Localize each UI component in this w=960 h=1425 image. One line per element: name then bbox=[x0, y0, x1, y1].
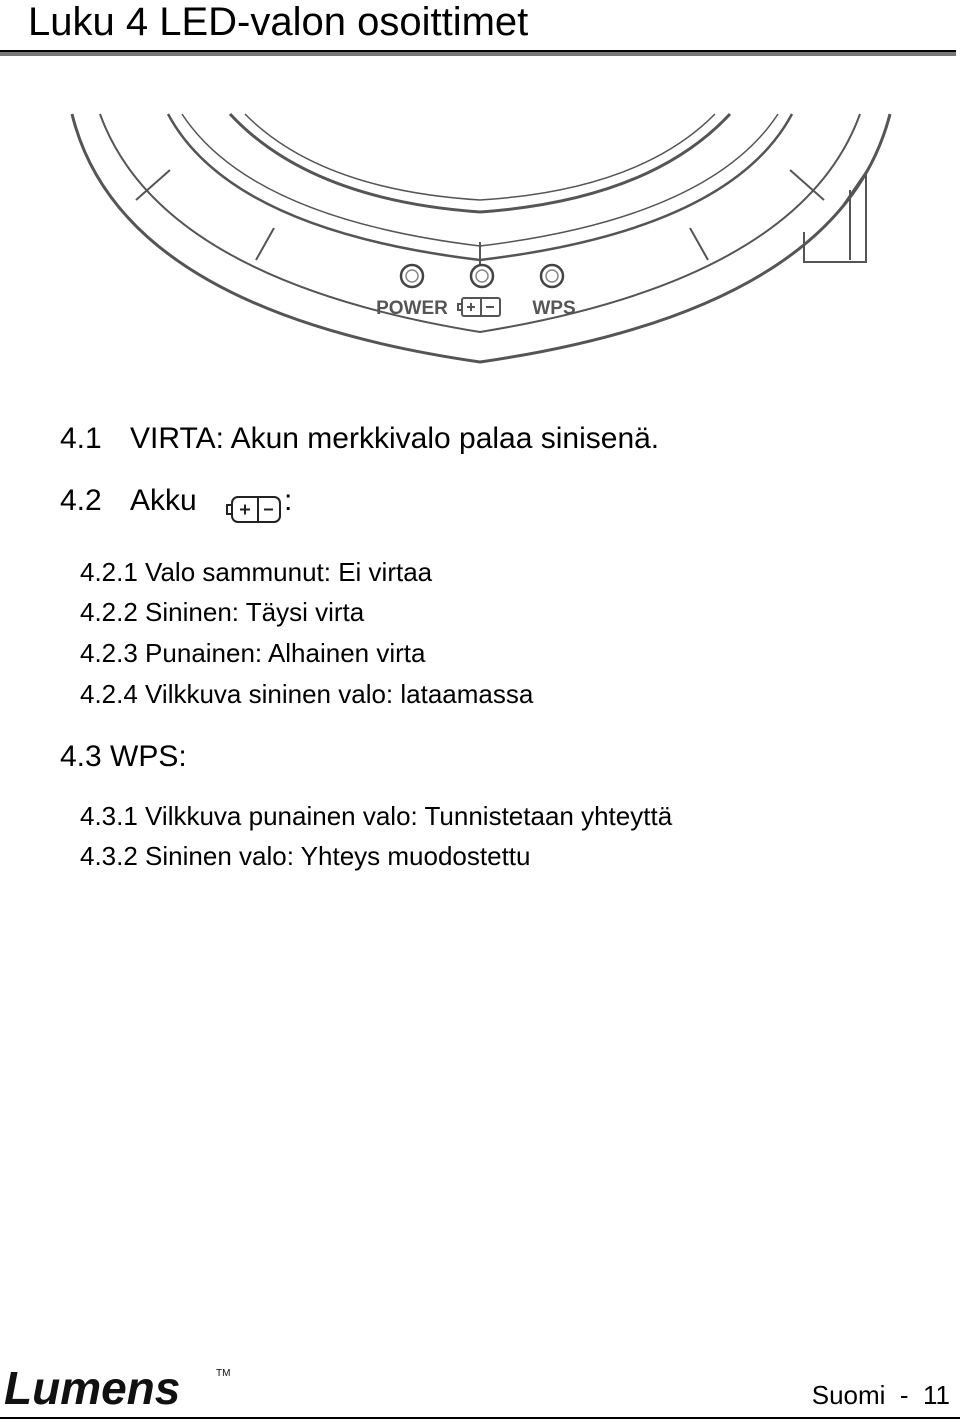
page-number: Suomi - 11 bbox=[811, 1380, 950, 1410]
section-4-2 bbox=[60, 484, 197, 518]
led-indicator-icon bbox=[401, 265, 563, 287]
page-title: Luku 4 LED-valon osoittimet bbox=[28, 0, 529, 44]
battery-icon bbox=[226, 494, 284, 526]
section-suffix: : bbox=[284, 484, 293, 517]
section-4-1 bbox=[60, 422, 659, 456]
list-item: 4.2.4 Vilkkuva sininen valo: lataamassa bbox=[80, 679, 534, 709]
list-item: 4.2.3 Punainen: Alhainen virta bbox=[80, 638, 426, 668]
power-led-label: POWER bbox=[376, 298, 448, 319]
list-item: 4.3.2 Sininen valo: Yhteys muodostettu bbox=[80, 841, 531, 871]
section-text: Akku bbox=[130, 484, 197, 517]
section-4-3-title: 4.3 WPS: bbox=[60, 740, 187, 773]
list-item: 4.3.1 Vilkkuva punainen valo: Tunnistetaan yhteyttä bbox=[80, 801, 673, 831]
lumens-logo bbox=[4, 1360, 244, 1412]
battery-icon bbox=[458, 298, 500, 316]
section-text: VIRTA: Akun merkkivalo palaa sinisenä. bbox=[130, 422, 660, 455]
brand-text: Lumens bbox=[4, 1362, 181, 1412]
title-divider bbox=[0, 50, 956, 56]
list-item: 4.2.1 Valo sammunut: Ei virtaa bbox=[80, 557, 433, 587]
section-number: 4.1 bbox=[60, 422, 102, 455]
section-number: 4.2 bbox=[60, 484, 102, 517]
device-led-figure bbox=[60, 110, 900, 370]
wps-led-label: WPS bbox=[532, 298, 576, 319]
footer-divider bbox=[0, 1417, 960, 1419]
trademark-text: TM bbox=[216, 1368, 231, 1379]
list-item: 4.2.2 Sininen: Täysi virta bbox=[80, 597, 365, 627]
